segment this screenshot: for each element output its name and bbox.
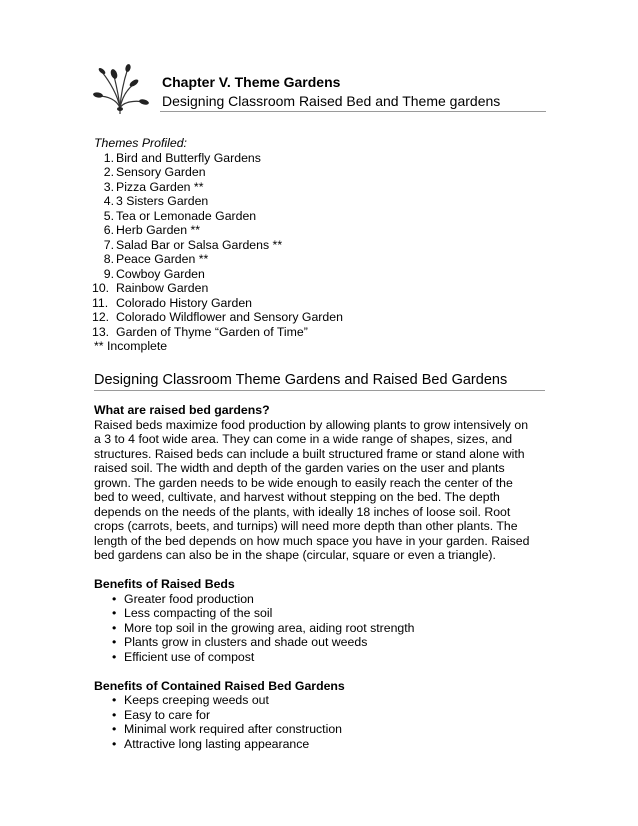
bullet-icon: • [112,635,117,649]
list-item [94,592,554,607]
list-item [94,606,554,621]
paragraph-line: bed gardens can also be in the shape (circular, square or even a triangle). [94,548,496,562]
theme-number: 10. [92,281,110,295]
bullet-icon: • [112,620,117,635]
bullet-icon: • [112,606,117,620]
incomplete-note: ** Incomplete [94,339,168,353]
theme-item [94,151,343,166]
paragraph-line: raised soil. The width and depth of the garden varies on the user and plants [94,461,505,475]
theme-label: 3 Sisters Garden [116,194,209,208]
raised-beds-question: What are raised bed gardens? [94,403,270,417]
theme-label: Herb Garden ** [116,223,201,237]
list-item [94,737,554,752]
spacer [94,563,554,578]
list-item [94,693,554,708]
theme-label: Tea or Lemonade Garden [116,208,257,223]
bullet-icon: • [112,707,117,722]
raised-beds-paragraph [94,418,554,563]
theme-item [94,296,343,311]
list-item [94,650,554,665]
theme-item [94,209,343,224]
theme-label: Salad Bar or Salsa Gardens ** [116,237,283,252]
theme-item [94,165,343,180]
chapter-subtitle: Designing Classroom Raised Bed and Theme gardens [162,93,501,109]
theme-label: Peace Garden ** [116,252,209,266]
theme-number: 11. [92,295,109,310]
theme-number: 6. [103,223,114,237]
paragraph-line: bed to weed, cultivate, and harvest without stepping on the bed. The depth [94,490,500,504]
theme-item [94,267,343,282]
list-item-text: More top soil in the growing area, aiding root strength [124,620,415,635]
benefits-contained-heading: Benefits of Contained Raised Bed Gardens [94,678,345,693]
theme-item [94,252,343,267]
benefits-raised-heading: Benefits of Raised Beds [94,577,235,591]
theme-number: 3. [103,179,114,194]
theme-number: 5. [103,208,114,223]
theme-item [94,310,343,325]
theme-label: Garden of Thyme “Garden of Time” [116,324,308,339]
theme-label: Colorado History Garden [116,295,253,310]
section-body [94,403,554,751]
themes-heading: Themes Profiled: [94,136,187,150]
theme-label: Sensory Garden [116,165,206,179]
list-item-text: Less compacting of the soil [124,606,273,620]
list-item-text: Attractive long lasting appearance [124,736,310,751]
chapter-title: Chapter V. Theme Gardens [162,74,341,90]
theme-number: 12. [92,310,110,324]
theme-label: Bird and Butterfly Gardens [116,150,261,165]
section-divider [94,390,545,391]
list-item [94,635,554,650]
theme-item [94,238,343,253]
paragraph-line: structures. Raised beds can include a built structured frame or stand alone with [94,446,525,461]
benefits-contained-list [94,693,554,751]
benefits-raised-list [94,592,554,665]
theme-number: 4. [103,194,114,208]
paragraph-line: crops (carrots, beets, and turnips) will need more depth than other plants. The [94,519,518,533]
list-item-text: Plants grow in clusters and shade out weeds [124,635,368,649]
themes-list [94,151,343,340]
theme-label: Pizza Garden ** [116,179,204,194]
theme-item [94,180,343,195]
paragraph-line: depends on the needs of the plants, with ideally 18 inches of loose soil. Root [94,504,511,519]
list-item-text: Minimal work required after construction [124,722,343,736]
themes-profiled [94,136,343,354]
theme-label: Cowboy Garden [116,266,205,281]
section-title: Designing Classroom Theme Gardens and Raised Bed Gardens [94,372,508,388]
theme-label: Colorado Wildflower and Sensory Garden [116,310,343,324]
list-item [94,621,554,636]
theme-item [94,223,343,238]
theme-number: 1. [103,150,114,165]
bullet-icon: • [112,693,117,707]
bullet-icon: • [112,649,117,664]
theme-number: 13. [92,324,110,339]
paragraph-line: a 3 to 4 foot wide area. They can come in a wide range of shapes, sizes, and [94,432,513,446]
theme-number: 2. [103,165,114,179]
paragraph-line: grown. The garden needs to be wide enough to easily reach the center of the [94,475,513,490]
paragraph-line: length of the bed depends on how much space you have in your garden. Raised [94,533,530,548]
bullet-icon: • [112,591,117,606]
chapter-header [90,62,546,112]
theme-number: 8. [103,252,114,266]
header-divider [160,111,546,112]
plant-sprout-icon [90,62,150,114]
bullet-icon: • [112,736,117,751]
list-item-text: Greater food production [124,591,254,606]
list-item-text: Easy to care for [124,707,211,722]
spacer [94,664,554,679]
theme-item [94,325,343,340]
theme-label: Rainbow Garden [116,281,209,295]
paragraph-line: Raised beds maximize food production by allowing plants to grow intensively on [94,417,529,432]
theme-item [94,281,343,296]
list-item [94,722,554,737]
list-item-text: Keeps creeping weeds out [124,693,269,707]
theme-number: 7. [103,237,114,252]
theme-item [94,194,343,209]
list-item-text: Efficient use of compost [124,649,255,664]
bullet-icon: • [112,722,117,736]
list-item [94,708,554,723]
theme-number: 9. [103,266,114,281]
